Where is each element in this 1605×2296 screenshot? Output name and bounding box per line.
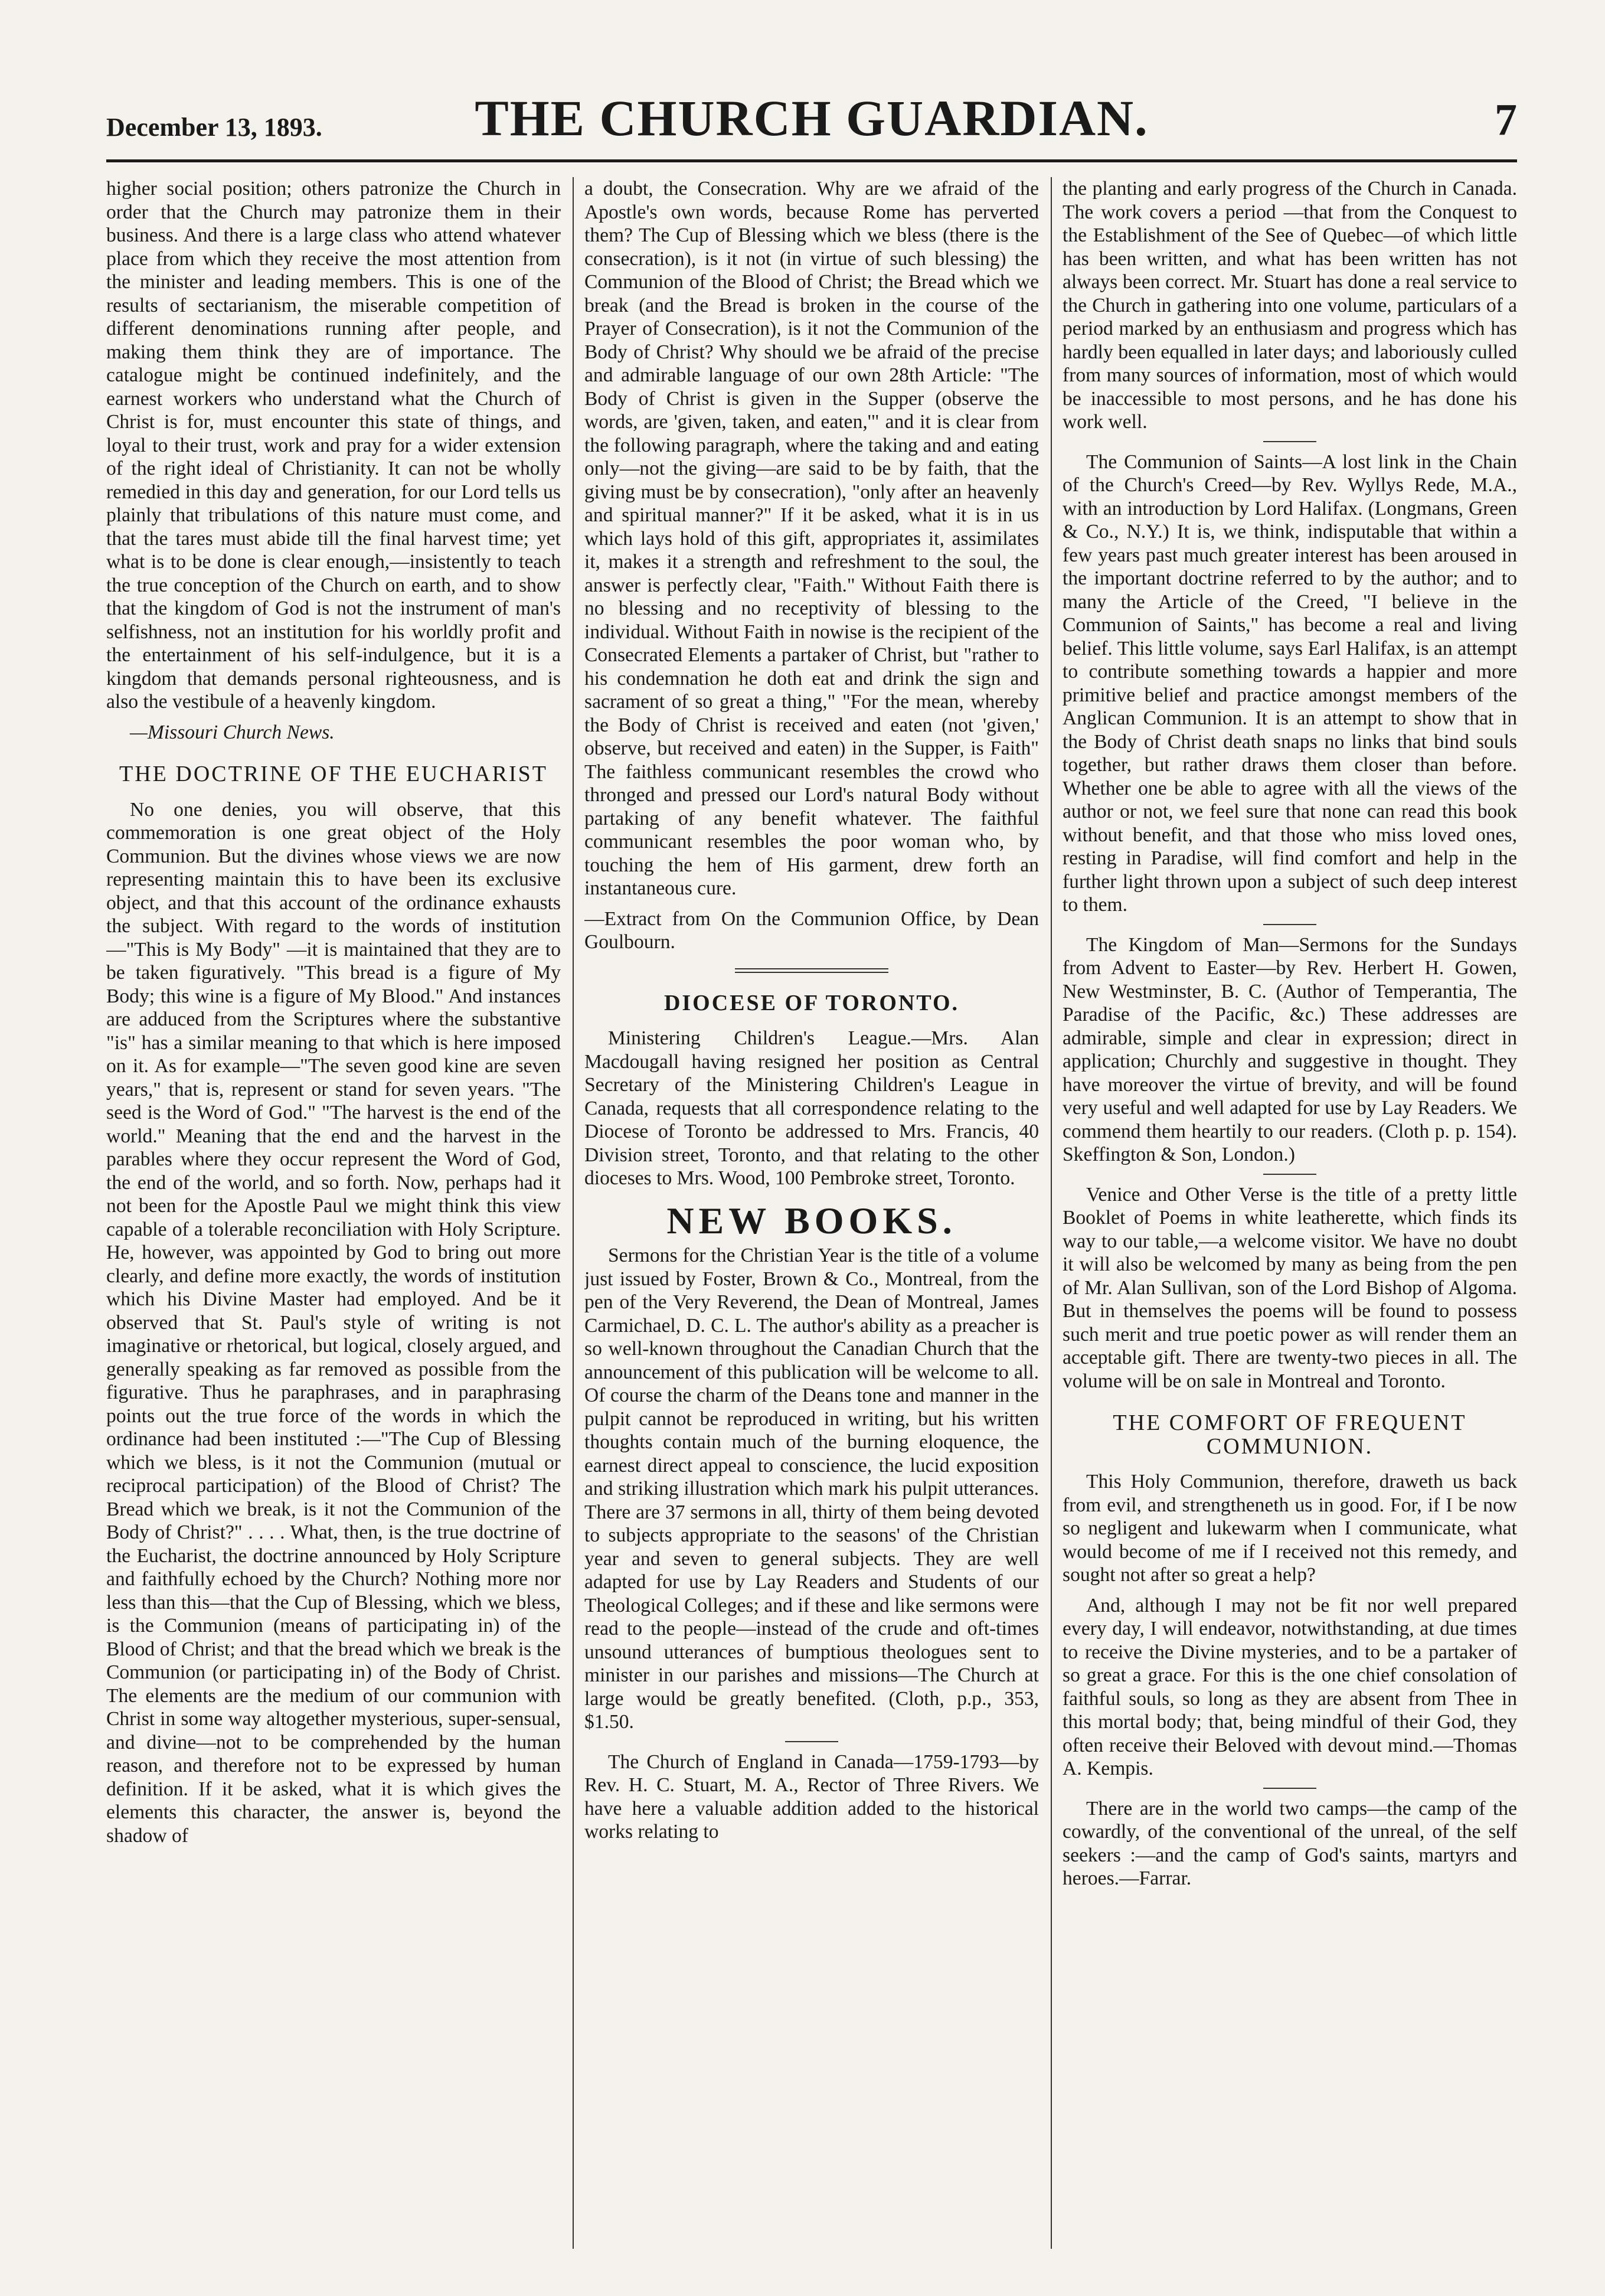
article-paragraph: No one denies, you will observe, that this commemoration is one great object of the Holy Communion. But the divines whose views we are now representing maintain this to have been its exclusive object, and that this account of the ordinance exhausts the subject. With regard to the words of institution—"This is My Body" —it is maintained that they are to be taken figuratively. "This bread is a figure of My Body; this wine is a figure of My Blood." And instances are adduced from the Scriptures where the substantive "is" has a similar meaning to that which is here imposed on it. As for example—"The seven good kine are seven years," that is, represent or stand for seven years. "The seed is the Word of God." "The harvest is the end of the world." Meaning that the end and the harvest in the parables where they occur represent the Word of God, the end of the world, and so forth. Now, perhaps had it not been for the Apostle Paul we might think this view capable of a tolerable reconciliation with Holy Scripture. He, however, was appointed by God to bring out more clearly, and define more exactly, the words of institution which his Divine Master had employed. And be it observed that St. Paul's style of writing is not imaginative or rhetorical, but logical, closely argued, and generally speaking as far removed as possible from the figurative. Thus he paraphrases, and in paraphrasing points out the true force of the words in which the ordinance had been instituted :—"The Cup of Blessing which we bless, is it not the Communion (mutual or reciprocal participation) of the Blood of Christ? The Bread which we break, is it not the Communion of the Body of Christ?" . . . . What, then, is the true doctrine of the Eucharist, the doctrine announced by Holy Scripture and faithfully echoed by the Church? Nothing more nor less than this—that the Cup of Blessing, which we bless, is the Communion (means of participating in) of the Blood of Christ; and that the bread which we break is the Communion (or participating in) of the Body of Christ. The elements are the medium of our communion with Christ in some way altogether mysterious, super-sensual, and divine—not to be comprehended by the human reason, and therefore not to be expressed by human definition. If it be asked, what it is which gives the elements this character, the answer is, beyond the shadow of — [106, 798, 561, 1847]
issue-date: December 13, 1893. — [106, 113, 322, 142]
short-rule — [785, 1741, 838, 1742]
page-header — [106, 89, 1517, 153]
book-review: the planting and early progress of the Church in Canada. The work covers a period —that from the Conquest to the Establishment of the See of Quebec—of which little has been written, and what has been written has not always been correct. Mr. Stuart has done a real service to the Church in gathering into one volume, particulars of a period marked by an enthusiasm and progress which has hardly been equalled in later days; and laboriously culled from many sources of information, most of which would be inaccessible to most persons, and he has done his work well. — [1063, 178, 1517, 433]
column-divider — [1051, 177, 1052, 2249]
article-paragraph: Ministering Children's League.—Mrs. Alan Macdougall having resigned her position as Central Secretary of the Ministering Children's League in Canada, requests that all correspondence relating to the Diocese of Toronto be addressed to Mrs. Francis, 40 Division street, Toronto, and that relating to the other dioceses to Mrs. Wood, 100 Pembroke street, Toronto. — [584, 1027, 1039, 1189]
column-2 — [584, 177, 1039, 2249]
page-number: 7 — [1495, 95, 1517, 145]
article-heading: THE DOCTRINE OF THE EUCHARIST — [119, 762, 548, 786]
article-source: —Extract from On the Communion Office, by Dean Goulbourn. — [584, 907, 1039, 953]
article-paragraph: And, although I may not be fit nor well prepared every day, I will endeavor, notwithstanding, at due times to receive the Divine mysteries, and to be a partaker of so great a grace. For this is the one chief consolation of faithful souls, so long as they are absent from Thee in this mortal body; that, being mindful of their God, they often receive their Beloved with devout mind.—Thomas A. Kempis. — [1063, 1594, 1517, 1779]
book-review: The Kingdom of Man—Sermons for the Sundays from Advent to Easter—by Rev. Herbert H. Gowen, New Westminster, B. C. (Author of Temperantia, The Paradise of the Pacific, &c.) These addresses are admirable, simple and clear in expression; direct in application; Churchly and suggestive in thought. They have moreover the virtue of brevity, and will be found very useful and well adapted for use by Lay Readers. We commend them heartily to our readers. (Cloth p. p. 154). Skeffington & Son, London.) — [1063, 933, 1517, 1165]
article-paragraph: higher social position; others patronize the Church in order that the Church may patronize them in their business. And there is a large class who attend whatever place from which they receive the most attention from the minister and leading members. This is one of the results of sectarianism, the miserable competition of different denominations running after people, and making them think they are of importance. The catalogue might be continued indefinitely, and the earnest workers who understand what the Church of Christ is for, must encounter this state of things, and loyal to their trust, work and pray for a wider extension of the right ideal of Christianity. It can not be wholly remedied in this day and generation, for our Lord tells us plainly that tribulations of this nature must come, and that the tares must abide till the final harvest time; yet what is to be done is clear enough,—insistently to teach the true conception of the Church on earth, and to show that the kingdom of God is not the instrument of man's selfishness, not an institution for his worldly profit and the entertainment of his self-indulgence, but it is a kingdom that demands personal righteousness, and is also the vestibule of a heavenly kingdom. — [106, 178, 561, 713]
column-3 — [1063, 177, 1517, 2249]
article-paragraph: This Holy Communion, therefore, draweth us back from evil, and strengtheneth us in good. For, if I be now so negligent and lukewarm when I communicate, what would become of me if I received not this remedy, and sought not after so great a help? — [1063, 1471, 1517, 1586]
header-rule — [106, 159, 1517, 162]
short-rule — [1263, 1174, 1316, 1175]
section-separator — [735, 968, 888, 973]
masthead-title: THE CHURCH GUARDIAN. — [475, 90, 1149, 146]
short-rule — [1263, 1788, 1316, 1789]
column-divider — [573, 177, 574, 2249]
section-heading-diocese: DIOCESE OF TORONTO. — [663, 990, 960, 1015]
book-review: The Church of England in Canada—1759-1793—by Rev. H. C. Stuart, M. A., Rector of Three Rivers. We have here a valuable addition added to the historical works relating to — [584, 1750, 1039, 1843]
article-source: —Missouri Church News. — [130, 721, 335, 743]
short-rule — [1263, 924, 1316, 925]
article-heading: THE COMFORT OF FREQUENT COMMUNION. — [1113, 1410, 1467, 1459]
article-paragraph: a doubt, the Consecration. Why are we afraid of the Apostle's own words, because Rome has perverted them? The Cup of Blessing which we bless (there is the consecration), is it not (in virtue of such blessing) the Communion of the Blood of Christ; the Bread which we break (and the Bread is broken in the course of the Prayer of Consecration), is it not the Communion of the Body of Christ? Why should we be afraid of the precise and admirable language of our own 28th Article: "The Body of Christ is given in the Supper (observe the words, are 'given, taken, and eaten,'" and it is clear from the following paragraph, where the taking and and eating only—not the giving—are said to be by faith, that the giving must be by consecration), "only after an heavenly and spiritual manner?" If it be asked, what it is in us which lays hold of this gift, appropriates it, assimilates it, makes it a strength and refreshment to the soul, the answer is perfectly clear, "Faith." Without Faith there is no blessing and no receptivity of blessing to the individual. Without Faith in nowise is the recipient of the Consecrated Elements a partaker of Christ, but "rather to his condemnation he doth eat and drink the sign and sacrament of so great a thing," "For the mean, whereby the Body of Christ is received and eaten (not 'given,' observe, but received and eaten) in the Supper, is Faith" The faithless communicant resembles the crowd who thronged and pressed our Lord's natural Body without partaking of any benefit whatever. The faithful communicant resembles the poor woman who, by touching the hem of His garment, drew forth an instantaneous cure. — [584, 178, 1039, 899]
book-review: Venice and Other Verse is the title of a pretty little Booklet of Poems in white leatherette, which finds its way to our table,—a welcome visitor. We have no doubt it will also be welcomed by many as being from the pen of Mr. Alan Sullivan, son of the Lord Bishop of Algoma. But in themselves the poems will be found to possess such merit and true poetic power as will render them an acceptable gift. There are twenty-two pieces in all. The volume will be on sale in Montreal and Toronto. — [1063, 1183, 1517, 1392]
book-review: Sermons for the Christian Year is the title of a volume just issued by Foster, Brown & Co., Montreal, from the pen of the Very Reverend, the Dean of Montreal, James Carmichael, D. C. L. The author's ability as a preacher is so well-known throughout the Canadian Church that the announcement of this publication will be welcome to all. Of course the charm of the Deans tone and manner in the pulpit cannot be reproduced in writing, but his written thoughts contain much of the burning eloquence, the earnest direct appeal to conscience, the lucid exposition and striking illustration which mark his pulpit utterances. There are 37 sermons in all, thirty of them being devoted to subjects appropriate to the seasons' of the Christian year and seven to general subjects. They are well adapted for use by Lay Readers and Students of our Theological Colleges; and if these and like sermons were read to the people—instead of the crude and oft-times unsound utterances of bumptious theologues sent to minister in our parishes and missions—The Church at large would be greatly benefited. (Cloth, p.p., 353, $1.50. — [584, 1245, 1039, 1733]
short-rule — [1263, 441, 1316, 442]
section-heading-new-books: NEW BOOKS. — [666, 1199, 957, 1242]
book-review: The Communion of Saints—A lost link in the Chain of the Church's Creed—by Rev. Wyllys Rede, M.A., with an introduction by Lord Halifax. (Longmans, Green & Co., N.Y.) It is, we think, indisputable that within a few years past much greater interest has been aroused in the important doctrine referred to by the author; and to many the Article of the Creed, "I believe in the Communion of Saints," has become a real and living belief. This little volume, says Earl Halifax, is an attempt to contribute something towards a happier and more primitive belief and practice amongst members of the Anglican Communion. It is an attempt to show that in the Body of Christ death snaps no links that bind souls together, but rather draws them closer than before. Whether one be able to agree with all the views of the author or not, we feel sure that none can read this book without benefit, and that those who miss loved ones, resting in Paradise, will find comfort and help in the further light thrown upon a subject of such deep interest to them. — [1063, 450, 1517, 916]
article-paragraph: There are in the world two camps—the camp of the cowardly, of the conventional of the unreal, of the self seekers :—and the camp of God's saints, martyrs and heroes.—Farrar. — [1063, 1797, 1517, 1889]
column-1 — [106, 177, 561, 2249]
